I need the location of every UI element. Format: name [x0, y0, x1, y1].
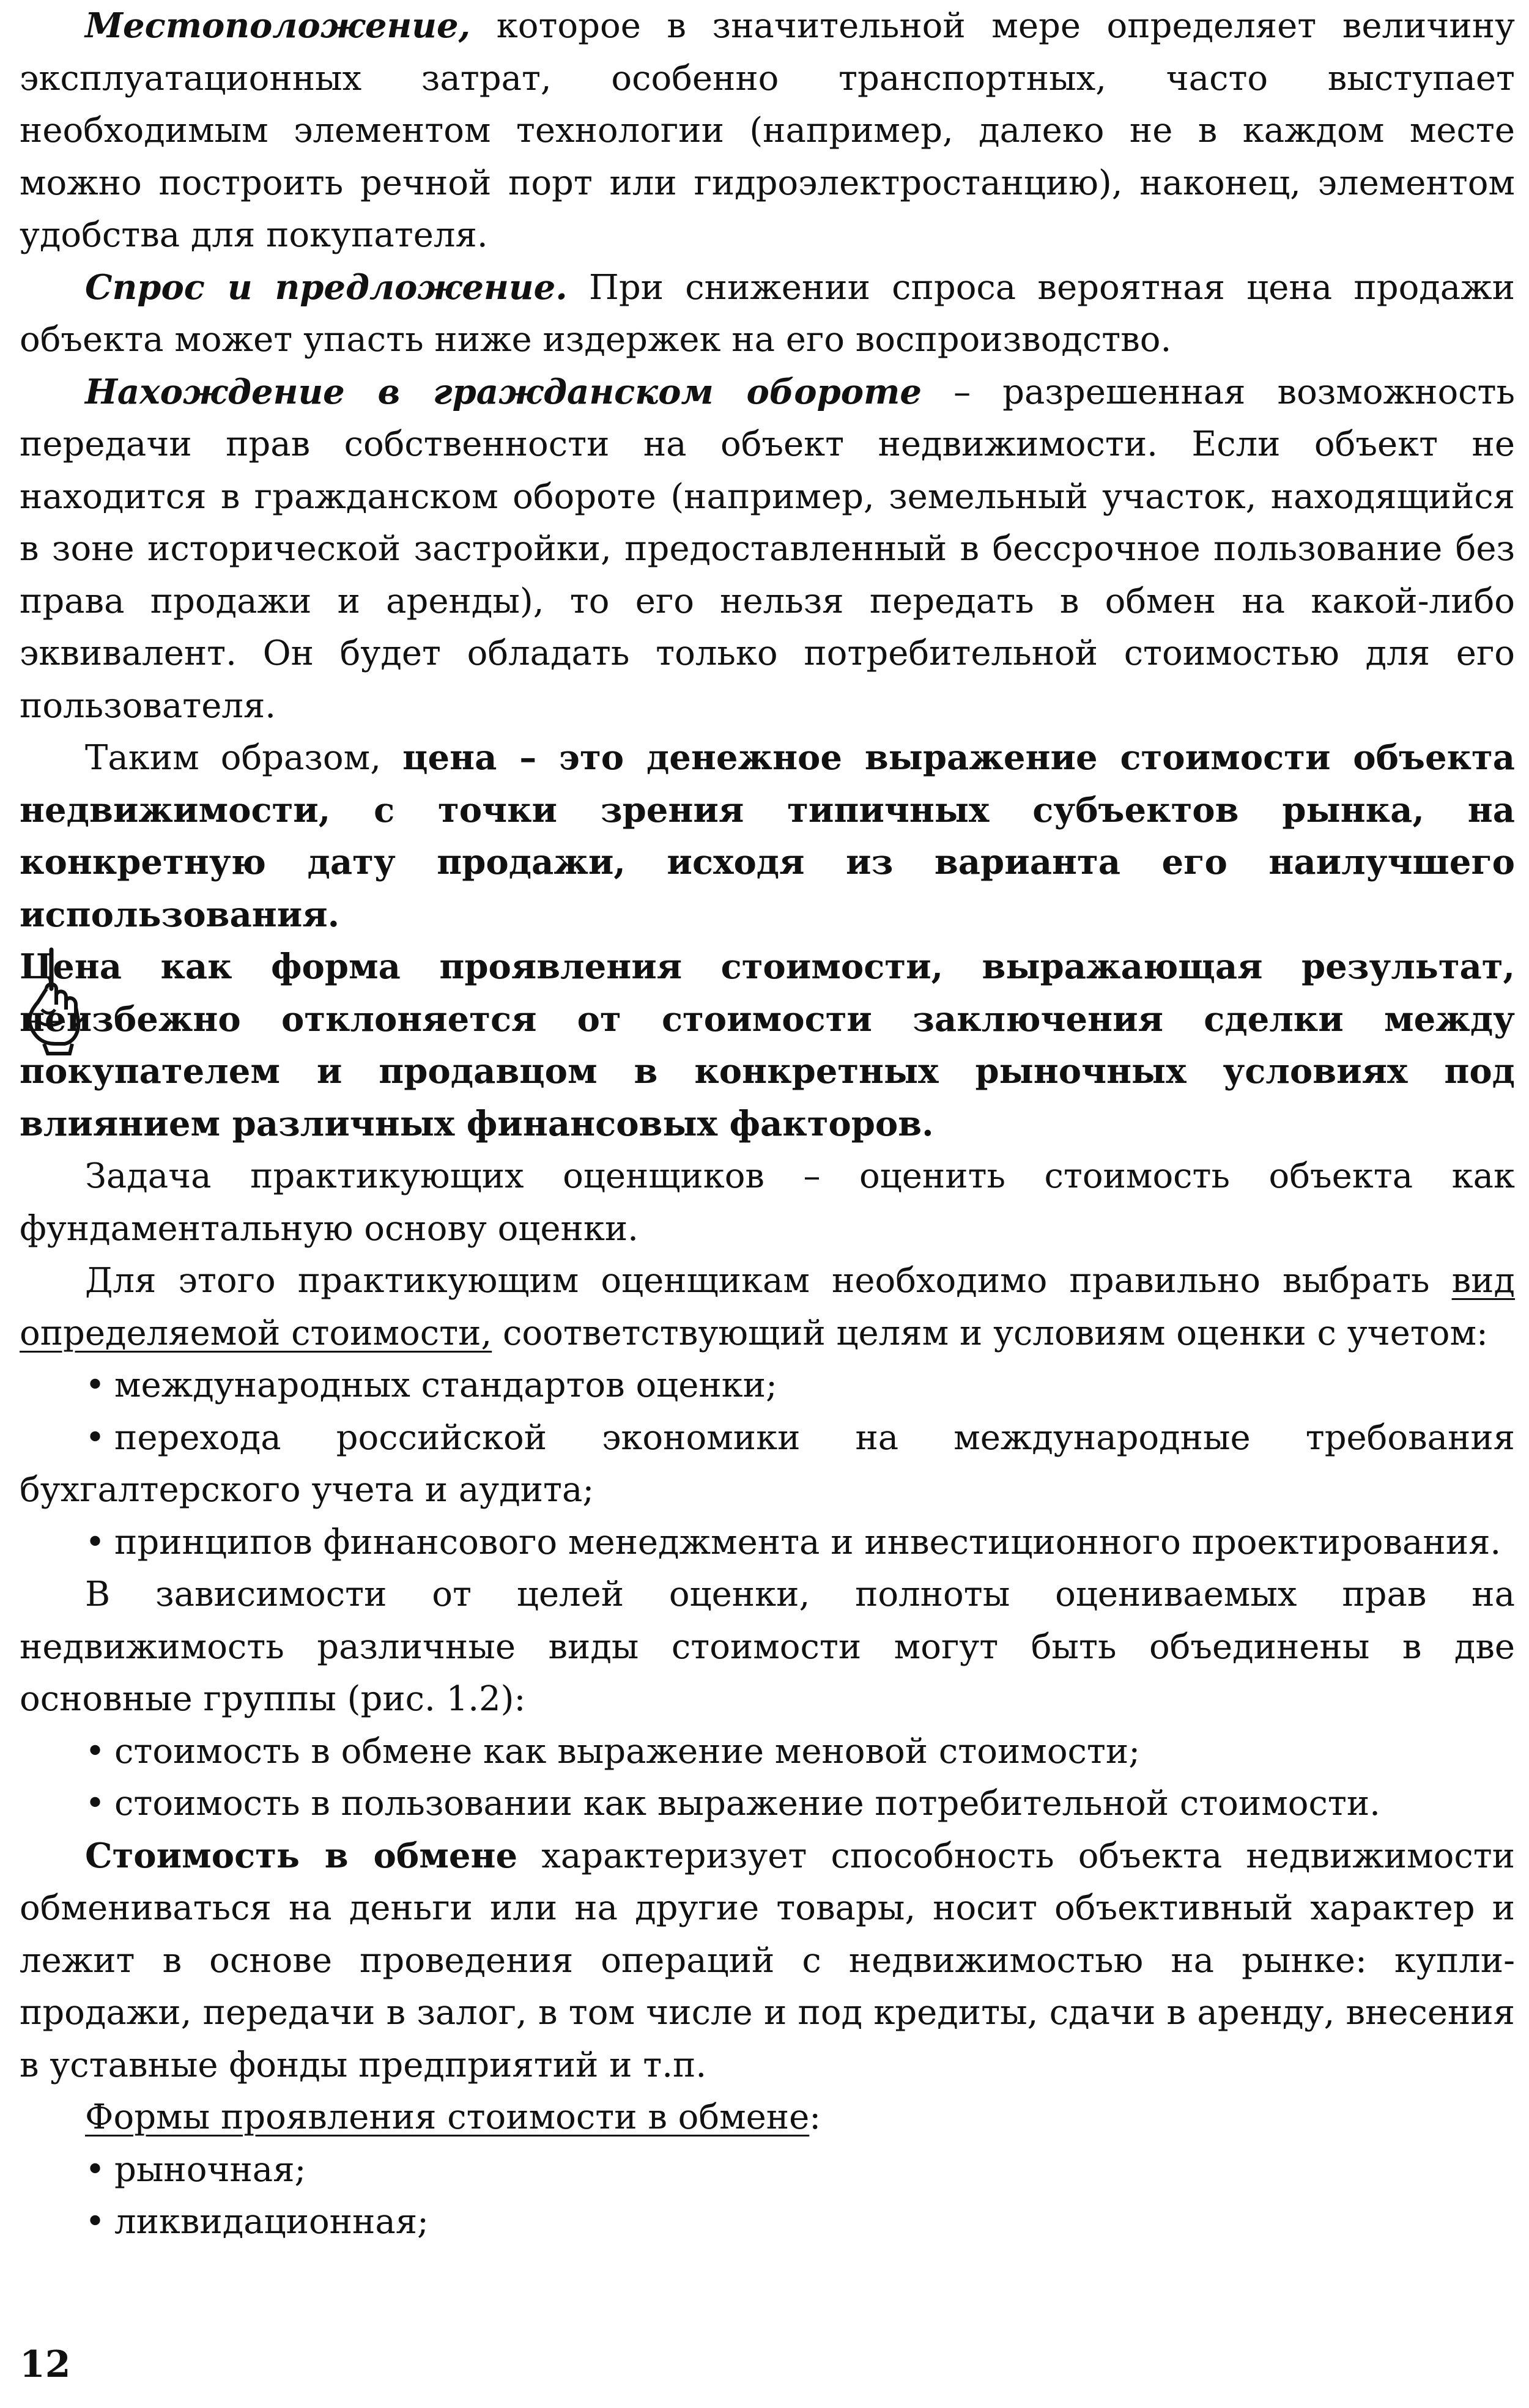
paragraph-value-type [20, 1255, 1515, 1359]
bullet-icon: • [85, 1417, 106, 1458]
list-item [20, 1412, 1515, 1516]
paragraph-appraiser-task [20, 1150, 1515, 1255]
paragraph-price-lead: Таким образом, [85, 738, 403, 778]
list-item-text: рыночная; [114, 2149, 306, 2190]
list-item-text: перехода российской экономики на международные требования бухгалтерского учета и аудита; [20, 1417, 1515, 1510]
paragraph-exchange-forms-tail: : [809, 2097, 821, 2137]
bullet-icon: • [85, 1522, 106, 1562]
bullet-icon: • [85, 1365, 106, 1405]
term-exchange-value: Стоимость в обмене [85, 1835, 518, 1876]
bullet-icon: • [85, 1731, 106, 1771]
paragraph-value-type-lead: Для этого практикующим оценщикам необходимо правильно выбрать [85, 1261, 1452, 1301]
list-item-text: стоимость в пользовании как выражение потребительной стоимости. [114, 1784, 1380, 1823]
price-definition-bold: цена – это денежное выражение стоимости объекта недвижимости, с точки зрения типичных субъектов рынка, на конкретную дату продажи, исходя из варианта его наилучшего использования. [20, 737, 1515, 935]
paragraph-price-definition [20, 732, 1515, 941]
paragraph-appraiser-task-text: Задача практикующих оценщиков – оценить стоимость объекта как фундаментальную основу оценки. [20, 1156, 1515, 1249]
page-body [20, 0, 1515, 2248]
list-item [20, 1778, 1515, 1830]
list-item-text: международных стандартов оценки; [114, 1365, 777, 1405]
exchange-forms-underlined: Формы проявления стоимости в обмене [85, 2097, 810, 2137]
list-item-text: ликвидационная; [114, 2202, 429, 2242]
pointing-hand-icon [20, 946, 87, 1056]
paragraph-supply-demand [20, 262, 1515, 366]
bullet-icon: • [85, 2202, 106, 2242]
list-item [20, 1726, 1515, 1778]
list-item [20, 2144, 1515, 2196]
list-item [20, 1359, 1515, 1412]
term-location: Местоположение, [85, 6, 471, 46]
paragraph-civil-circulation-text: – разрешенная возможность передачи прав собственности на объект недвижимости. Если объект не находится в гражданском обороте (например, земельный участок, находящийся в зоне исторической застройки, предоставленный в бессрочное пользование без права продажи и аренды), то его нельзя передать в обмен на какой-либо эквивалент. Он будет обладать только потребительной стоимостью для его пользователя. [20, 372, 1515, 726]
note-paragraph [20, 941, 1515, 1150]
term-civil-circulation: Нахождение в гражданском обороте [85, 371, 922, 412]
list-item [20, 2196, 1515, 2248]
list-item [20, 1516, 1515, 1569]
term-supply-demand: Спрос и предложение. [85, 267, 568, 308]
paragraph-supply-demand-text: При снижении спроса вероятная цена продажи объекта может упасть ниже издержек на его воспроизводство. [20, 267, 1515, 360]
bullet-icon: • [85, 1784, 106, 1823]
bullet-icon: • [85, 2149, 106, 2190]
page-number: 12 [20, 2343, 71, 2386]
list-item-text: стоимость в обмене как выражение меновой стоимости; [114, 1731, 1141, 1771]
paragraph-civil-circulation [20, 366, 1515, 733]
value-type-underlined: вид определяемой стоимости, [20, 1261, 1515, 1353]
paragraph-value-groups [20, 1568, 1515, 1726]
paragraph-location-text: которое в значительной мере определяет величину эксплуатационных затрат, особенно транспортных, часто выступает необходимым элементом технологии (например, далеко не в каждом месте можно построить речной порт или гидроэлектростанцию), наконец, элементом удобства для покупателя. [20, 6, 1515, 255]
paragraph-value-type-tail: соответствующий целям и условиям оценки с учетом: [492, 1313, 1488, 1353]
paragraph-location [20, 0, 1515, 262]
paragraph-exchange-forms [20, 2091, 1515, 2144]
note-text: Цена как форма проявления стоимости, выражающая результат, неизбежно отклоняется от стоимости заключения сделки между покупателем и продавцом в конкретных рыночных условиях под влиянием различных финансовых факторов. [20, 947, 1515, 1144]
paragraph-exchange-value-text: характеризует способность объекта недвижимости обмениваться на деньги или на другие товары, носит объективный характер и лежит в основе проведения операций с недвижимостью на рынке: купли-продажи, передачи в залог, в том числе и под кредиты, сдачи в аренду, внесения в уставные фонды предприятий и т.п. [20, 1836, 1515, 2085]
list-item-text: принципов финансового менеджмента и инвестиционного проектирования. [114, 1522, 1501, 1562]
paragraph-value-groups-text: В зависимости от целей оценки, полноты оцениваемых прав на недвижимость различные виды стоимости могут быть объединены в две основные группы (рис. 1.2): [20, 1575, 1515, 1719]
paragraph-exchange-value [20, 1830, 1515, 2092]
